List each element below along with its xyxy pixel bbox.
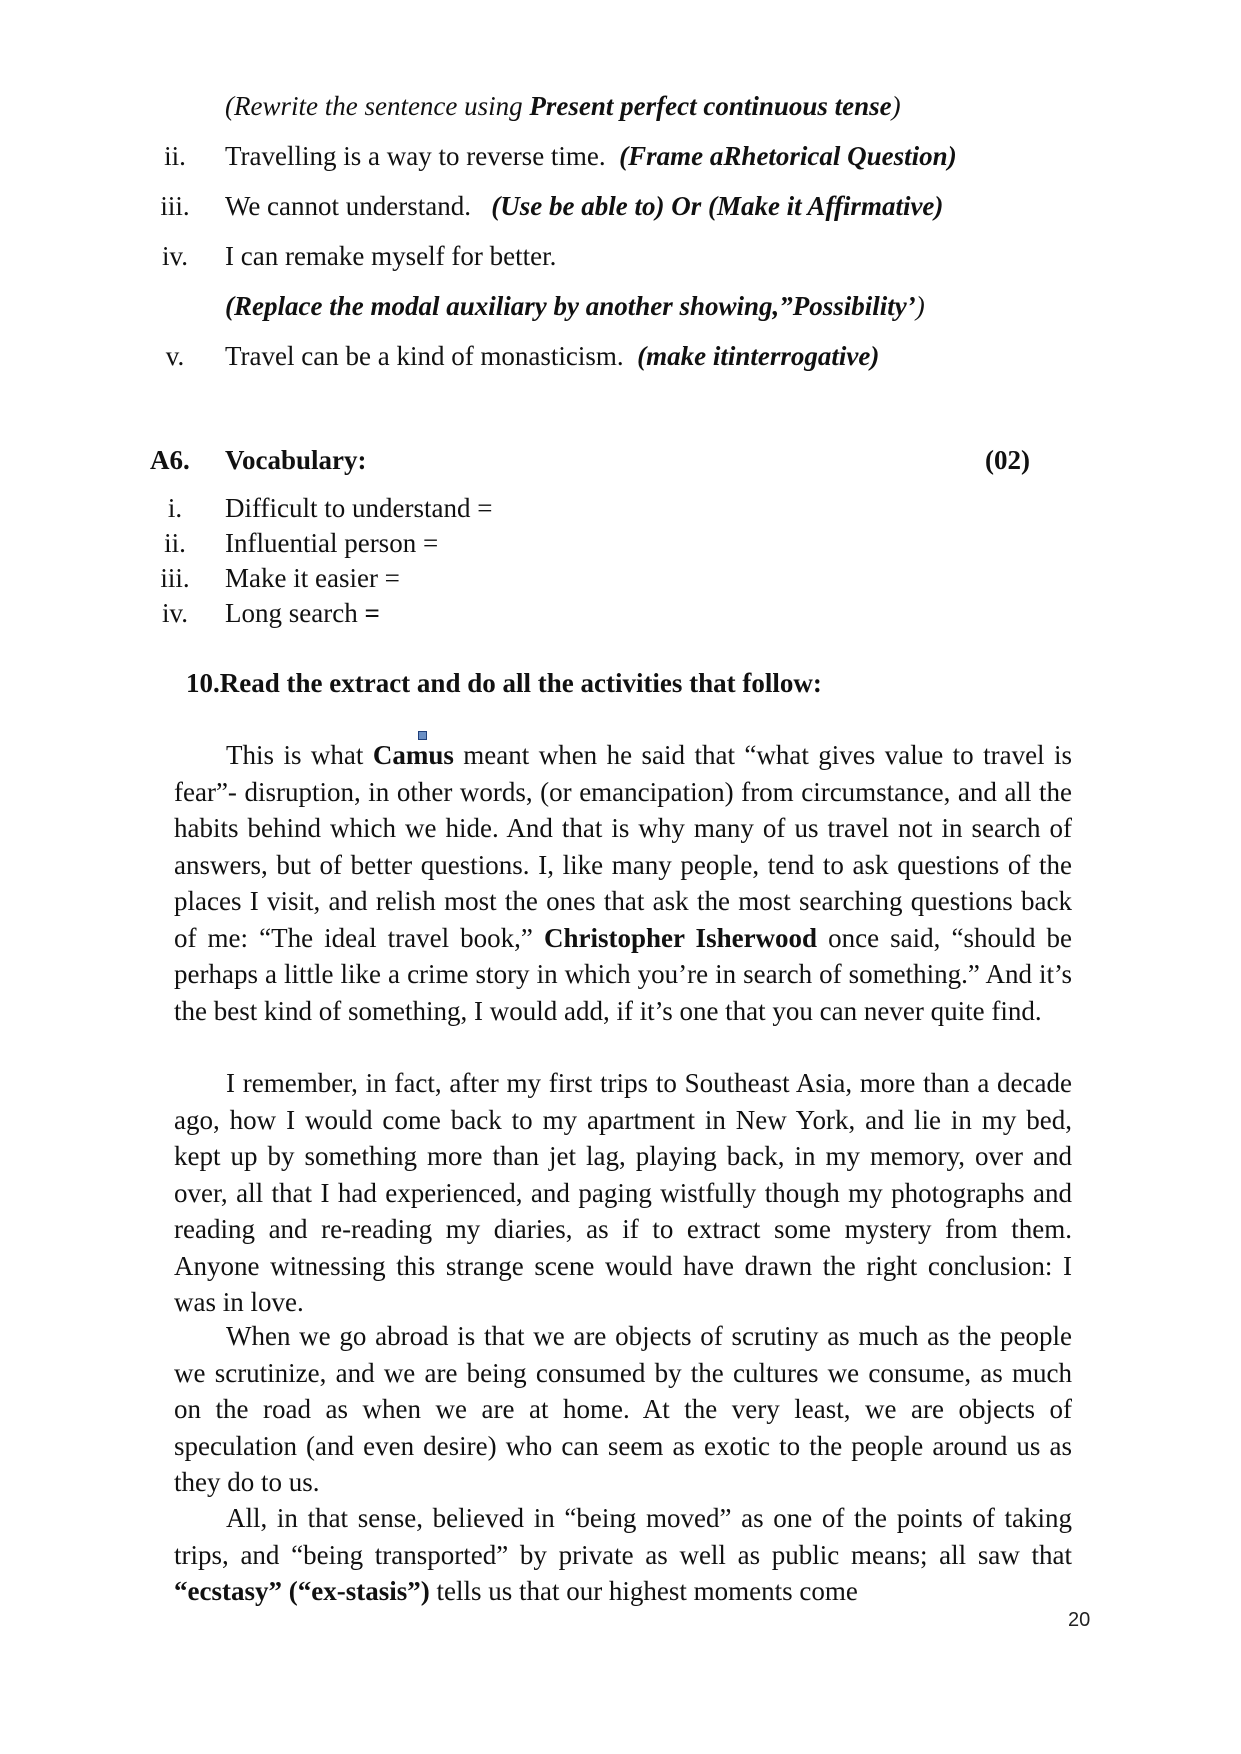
vocab-code: A6. — [150, 445, 190, 475]
vocab-title: Vocabulary: — [225, 445, 367, 475]
page-number: 20 — [1068, 1609, 1091, 1631]
grammar-item-number: iii. — [160, 191, 190, 221]
grammar-item-v: Travel can be a kind of monasticism. (make itinterrogative) — [225, 341, 880, 371]
vocab-item: Difficult to understand = — [225, 493, 493, 523]
passage-paragraph-3: When we go abroad is that we are objects of scrutiny as much as the people we scrutinize, and we are being consumed by the cultures we consume, as much on the road as when we are at home. At the very least, we are objects of speculation (and even desire) who can seem as exotic to the people around us as they do to us. — [174, 1321, 1072, 1497]
grammar-item-iv-instruction: (Replace the modal auxiliary by another showing,”Possibility’) — [225, 291, 925, 321]
vocab-item-number: ii. — [164, 528, 186, 558]
grammar-item-number: iv. — [162, 241, 188, 271]
passage-paragraph-2: I remember, in fact, after my first trips to Southeast Asia, more than a decade ago, how I would come back to my apartment in New York, and lie in my bed, kept up by something more than jet lag, playing back, in my memory, over and over, all that I had experienced, and paging wistfully though my photographs and reading and re-reading my diaries, as if to extract some mystery from them. Anyone witnessing this strange scene would have drawn the right conclusion: I was in love. — [174, 1068, 1072, 1317]
vocab-marks: (02) — [985, 445, 1030, 475]
grammar-item-iii: We cannot understand. (Use be able to) Or (Make it Affirmative) — [225, 191, 944, 221]
vocab-item: Make it easier = — [225, 563, 400, 593]
passage-paragraph-4: All, in that sense, believed in “being moved” as one of the points of taking trips, and “being transported” by private as well as public means; all saw that “ecstasy” (“ex-stasis”) tells us that our highest moments come — [174, 1503, 1072, 1606]
grammar-item-i-instruction: (Rewrite the sentence using Present perfect continuous tense) — [225, 91, 901, 121]
grammar-item-number: v. — [165, 341, 185, 371]
section-10-heading: 10.Read the extract and do all the activities that follow: — [186, 668, 822, 698]
vocab-item-number: i. — [167, 493, 183, 523]
grammar-item-iv: I can remake myself for better. — [225, 241, 557, 271]
vocab-item-number: iii. — [160, 563, 190, 593]
passage-paragraph-1: This is what Camus meant when he said that “what gives value to travel is fear”- disruption, in other words, (or emancipation) from circumstance, and all the habits behind which we hide. And that is why many of us travel not in search of answers, but of better questions. I, like many people, tend to ask questions of the places I visit, and relish most the ones that ask the most searching questions back of me: “The ideal travel book,” Christopher Isherwood once said, “should be perhaps a little like a crime story in which you’re in search of something.” And it’s the best kind of something, I would add, if it’s one that you can never quite find. — [174, 740, 1073, 1026]
vocab-item: Long search = — [225, 598, 380, 628]
vocab-item-number: iv. — [162, 598, 188, 628]
vocab-item: Influential person = — [225, 528, 439, 558]
grammar-item-ii: Travelling is a way to reverse time. (Frame aRhetorical Question) — [225, 141, 957, 171]
grammar-item-number: ii. — [164, 141, 186, 171]
